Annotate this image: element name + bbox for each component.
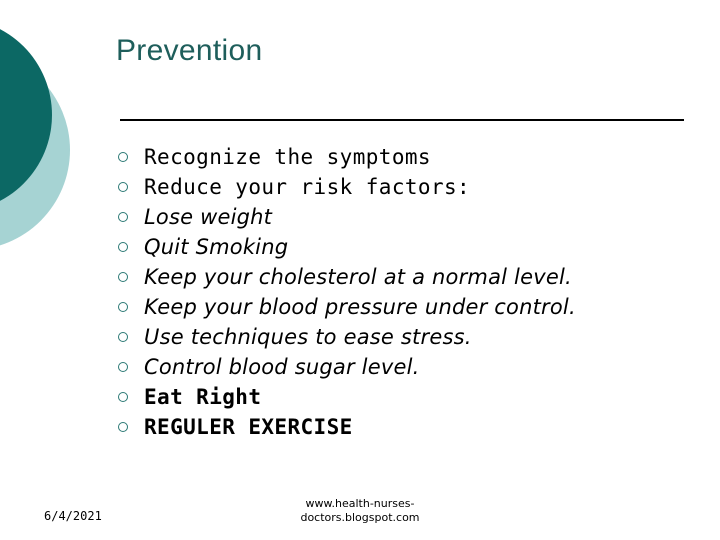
list-item-text: Control blood sugar level. [144,355,420,379]
circle-bullet-icon [118,422,128,432]
list-item-text: Keep your blood pressure under control. [144,295,576,319]
list-item-text: Recognize the symptoms [144,145,431,169]
list-item [116,322,576,352]
list-item-text: REGULER EXERCISE [144,415,353,439]
list-item [116,142,576,172]
circle-bullet-icon [118,272,128,282]
list-item [116,232,576,262]
list-item [116,172,576,202]
footer-line: www.health-nurses- [305,497,415,510]
footer-source [280,497,440,525]
list-item-text: Keep your cholesterol at a normal level. [144,265,572,289]
circle-bullet-icon [118,212,128,222]
list-item [116,412,576,442]
list-item [116,352,576,382]
circle-bullet-icon [118,242,128,252]
list-item-text: Lose weight [144,205,273,229]
circle-bullet-icon [118,302,128,312]
list-item [116,202,576,232]
footer-line: doctors.blogspot.com [300,511,420,524]
slide-date: 6/4/2021 [44,509,102,523]
list-item-text: Quit Smoking [144,235,289,259]
list-item-text: Eat Right [144,385,262,409]
decorative-circles [0,0,80,290]
list-item-text: Use techniques to ease stress. [144,325,472,349]
circle-bullet-icon [118,392,128,402]
list-item-text: Reduce your risk factors: [144,175,471,199]
circle-bullet-icon [118,362,128,372]
title-divider [120,119,684,121]
bullet-list [116,142,576,442]
list-item [116,292,576,322]
circle-bullet-icon [118,332,128,342]
slide-title: Prevention [116,34,263,67]
list-item [116,382,576,412]
circle-bullet-icon [118,182,128,192]
circle-bullet-icon [118,152,128,162]
list-item [116,262,576,292]
